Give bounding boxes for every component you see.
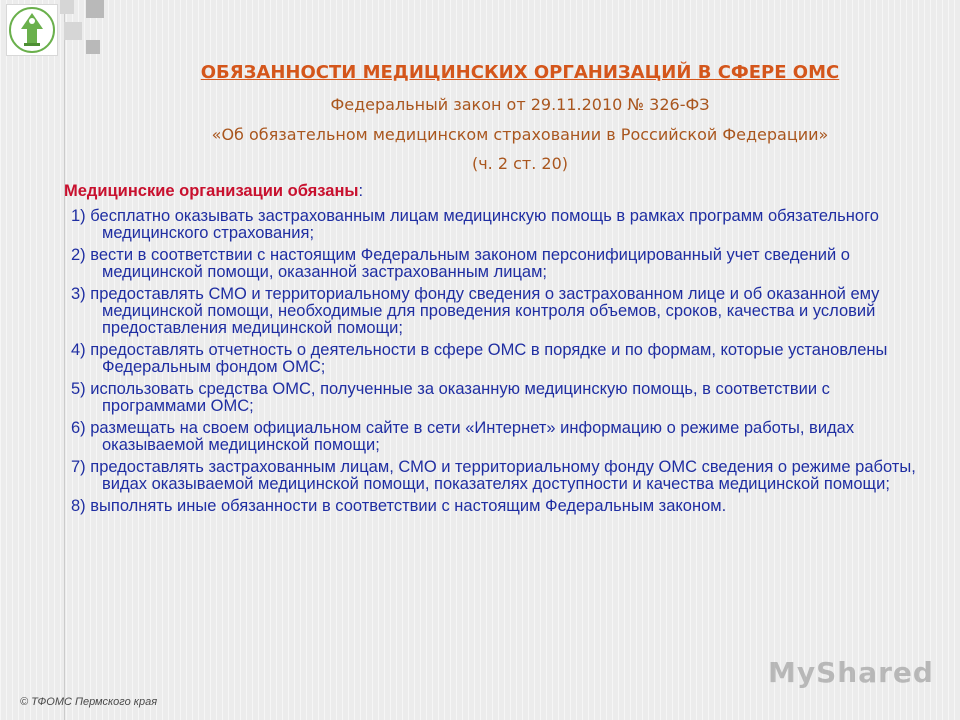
subtitle-law-name: «Об обязательном медицинском страховании в Российской Федерации» (211, 125, 829, 144)
list-item: 4) предоставлять отчетность о деятельности в сфере ОМС в порядке и по формам, которые установлены Федеральным фондом ОМС; (71, 341, 888, 376)
list-item: 3) предоставлять СМО и территориальному фонду сведения о застрахованном лице и об оказанной ему медицинской помощи, необходимые для проведения контроля объемов, сроков, качества и условий предоставления медицинской помощи; (71, 285, 880, 337)
emblem-icon (7, 5, 57, 55)
list-item: 7) предоставлять застрахованным лицам, СМО и территориальному фонду ОМС сведения о режиме работы, видах оказываемой медицинской помощи, показателях доступности и качества медицинской помощи; (71, 458, 916, 493)
watermark (768, 656, 934, 696)
list-item: 5) использовать средства ОМС, полученные за оказанную медицинскую помощь, в соответствии с программами ОМС; (71, 380, 830, 415)
lead-text (64, 183, 930, 200)
list-item: 2) вести в соответствии с настоящим Федеральным законом персонифицированный учет сведений о медицинской помощи, оказанной застрахованным лицам; (71, 246, 850, 281)
list-item: 6) размещать на своем официальном сайте в сети «Интернет» информацию о режиме работы, видах оказываемой медицинской помощи; (71, 419, 855, 454)
logo (6, 4, 58, 56)
copyright-footer: © ТФОМС Пермского края (20, 696, 158, 708)
page-title: ОБЯЗАННОСТИ МЕДИЦИНСКИХ ОРГАНИЗАЦИЙ В СФЕРЕ ОМС (200, 62, 840, 83)
obligations-list (64, 183, 930, 520)
list-item: 1) бесплатно оказывать застрахованным лицам медицинскую помощь в рамках программ обязательного медицинского страхования; (71, 207, 879, 242)
lead-label: Медицинские организации обязаны (64, 182, 359, 200)
subtitle-article: (ч. 2 ст. 20) (471, 154, 569, 173)
list-item: 8) выполнять иные обязанности в соответствии с настоящим Федеральным законом. (71, 497, 727, 515)
lead-colon: : (358, 182, 364, 200)
watermark-text: MyShared (768, 656, 934, 689)
subtitle-law: Федеральный закон от 29.11.2010 № 326-ФЗ (330, 95, 710, 114)
